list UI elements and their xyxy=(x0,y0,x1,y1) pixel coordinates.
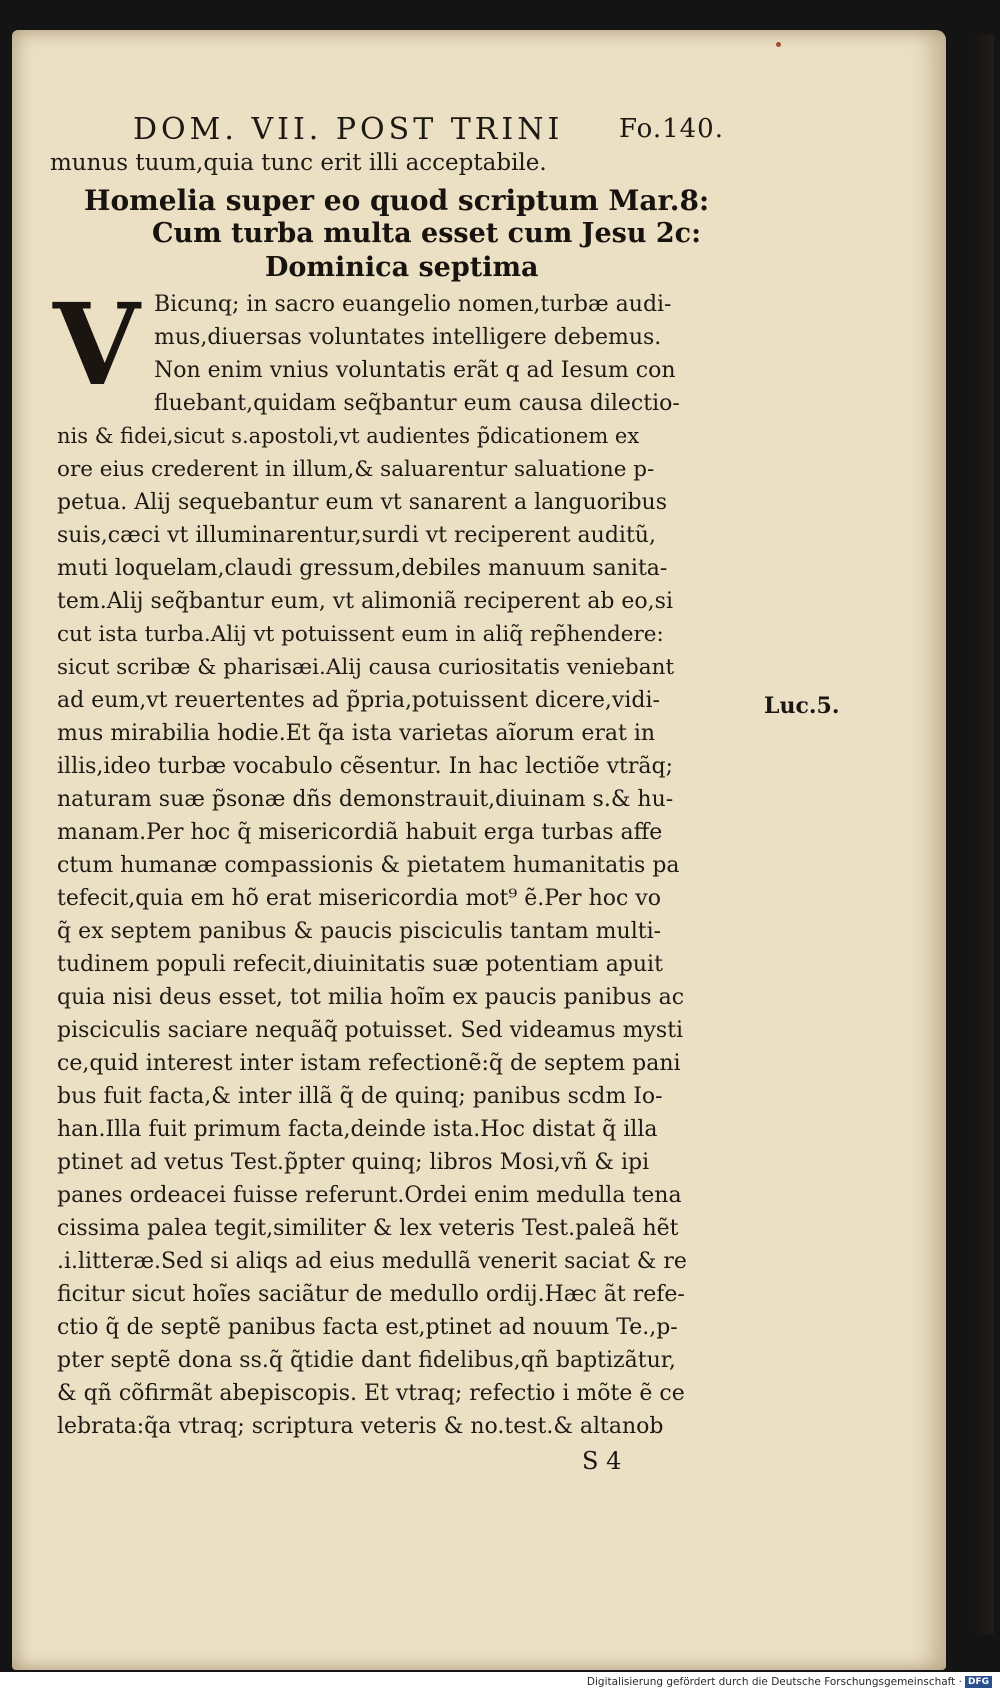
body-line: sicut scribæ & pharisæi.Alij causa curiositatis veniebant xyxy=(57,655,675,680)
marginal-note: Luc.5. xyxy=(764,693,840,719)
body-line: cut ista turba.Alij vt potuissent eum in aliq̃ rep̃hendere: xyxy=(57,622,664,647)
ink-spot xyxy=(776,42,781,47)
heading-line-2: Cum turba multa esset cum Jesu 2c: xyxy=(152,218,702,249)
top-line: munus tuum,quia tunc erit illi acceptabile. xyxy=(50,150,547,176)
running-head-title: DOM. VII. POST TRINI xyxy=(133,112,564,147)
body-line: Non enim vnius voluntatis erãt q ad Iesum con xyxy=(154,358,676,383)
folio-number: Fo.140. xyxy=(619,114,724,144)
body-line: ctum humanæ compassionis & pietatem humanitatis pa xyxy=(57,853,680,878)
heading-line-1: Homelia super eo quod scriptum Mar.8: xyxy=(84,184,710,217)
body-line: ce,quid interest inter istam refectionẽ:q̃ de septem pani xyxy=(57,1051,681,1076)
body-line: naturam suæ p̃sonæ dñs demonstrauit,diuinam s.& hu- xyxy=(57,787,674,812)
body-line: .i.litteræ.Sed si aliqs ad eius medullã venerit saciat & re xyxy=(57,1249,687,1274)
body-line: manam.Per hoc q̃ misericordiã habuit erga turbas affe xyxy=(57,820,663,845)
body-line: mus mirabilia hodie.Et q̃a ista varietas aĩorum erat in xyxy=(57,721,656,746)
heading-line-3: Dominica septima xyxy=(265,252,539,283)
body-line: suis,cæci vt illuminarentur,surdi vt reciperent auditũ, xyxy=(57,523,656,548)
body-line: han.Illa fuit primum facta,deinde ista.Hoc distat q̃ illa xyxy=(57,1117,658,1142)
body-line: lebrata:q̃a vtraq; scriptura veteris & no.test.& altanob xyxy=(57,1414,664,1439)
body-line: tudinem populi refecit,diuinitatis suæ potentiam apuit xyxy=(57,952,663,977)
body-line: ad eum,vt reuertentes ad p̃pria,potuissent dicere,vidi- xyxy=(57,688,660,713)
body-line: q̃ ex septem panibus & paucis pisciculis tantam multi- xyxy=(57,919,662,944)
credit-text: Digitalisierung gefördert durch die Deutsche Forschungsgemeinschaft · xyxy=(586,1676,962,1688)
initial-letter: V xyxy=(53,280,140,411)
body-line: panes ordeacei fuisse referunt.Ordei enim medulla tena xyxy=(57,1183,682,1208)
body-line: illis,ideo turbæ vocabulo cẽsentur. In hac lectiõe vtrãq; xyxy=(57,754,673,779)
body-line: nis & fidei,sicut s.apostoli,vt audientes p̃dicationem ex xyxy=(57,424,640,448)
body-line: pter septẽ dona ss.q̃ q̃tidie dant fidelibus,qñ baptizãtur, xyxy=(57,1348,676,1373)
body-line: ore eius crederent in illum,& saluarentur saluatione p- xyxy=(57,457,655,482)
body-line: tefecit,quia em hõ erat misericordia mot⁹ ẽ.Per hoc vo xyxy=(57,886,661,911)
digitization-credit xyxy=(587,1676,992,1688)
body-line: bus fuit facta,& inter illã q̃ de quinq; panibus scdm Io- xyxy=(57,1084,663,1109)
body-line: Bicunq; in sacro euangelio nomen,turbæ audi- xyxy=(154,292,672,317)
body-line: & qñ cõfirmãt abepiscopis. Et vtraq; refectio i mõte ẽ ce xyxy=(57,1381,685,1406)
dfg-logo: DFG xyxy=(965,1676,992,1688)
signature-mark: S 4 xyxy=(582,1447,622,1475)
body-line: pisciculis saciare nequãq̃ potuisset. Sed videamus mysti xyxy=(57,1018,684,1043)
body-line: ptinet ad vetus Test.p̃pter quinq; libros Mosi,vñ & ipi xyxy=(57,1150,650,1175)
body-line: quia nisi deus esset, tot milia hoĩm ex paucis panibus ac xyxy=(57,985,685,1010)
body-line: cissima palea tegit,similiter & lex veteris Test.paleã hẽt xyxy=(57,1216,679,1241)
body-line: ctio q̃ de septẽ panibus facta est,ptinet ad nouum Te.,p- xyxy=(57,1315,678,1340)
page-gutter-shadow xyxy=(972,34,994,1634)
body-line: ficitur sicut hoĩes saciãtur de medullo ordij.Hæc ãt refe- xyxy=(57,1282,685,1307)
body-line: mus,diuersas voluntates intelligere debemus. xyxy=(154,325,662,350)
body-line: tem.Alij seq̃bantur eum, vt alimoniã reciperent ab eo,si xyxy=(57,589,673,614)
body-line: petua. Alij sequebantur eum vt sanarent a languoribus xyxy=(57,490,668,515)
body-line: fluebant,quidam seq̃bantur eum causa dilectio- xyxy=(154,391,680,416)
body-line: muti loquelam,claudi gressum,debiles manuum sanita- xyxy=(57,556,668,581)
